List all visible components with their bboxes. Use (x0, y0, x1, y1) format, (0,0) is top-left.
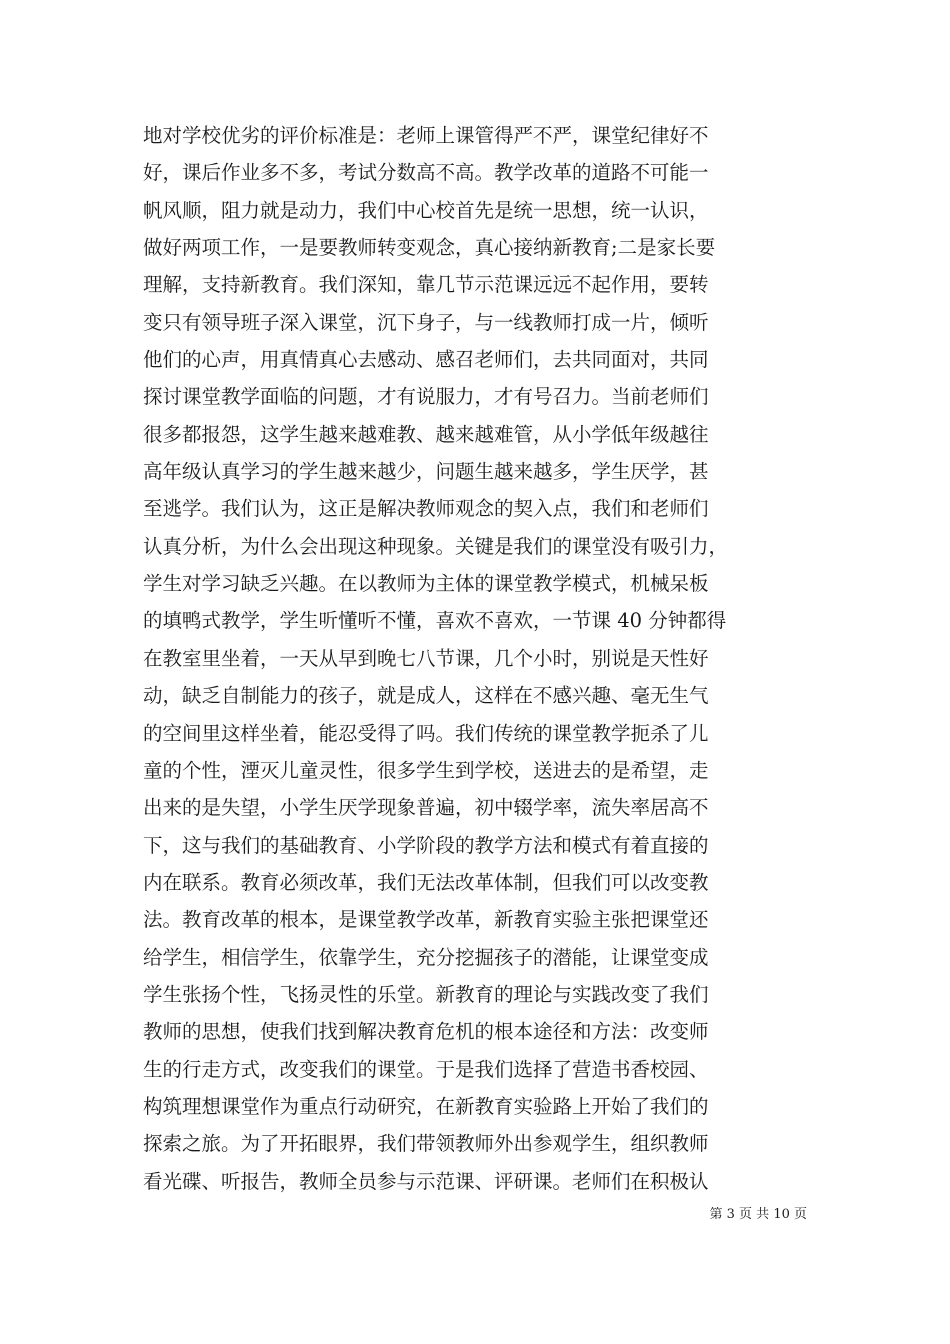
text-line: 内在联系。教育必须改革，我们无法改革体制，但我们可以改变教 (143, 870, 709, 894)
text-line: 地对学校优劣的评价标准是：老师上课管得严不严，课堂纪律好不 (143, 124, 709, 147)
text-line: 动，缺乏自制能力的孩子，就是成人，这样在不感兴趣、毫无生气 (143, 684, 709, 708)
text-line: 变只有领导班子深入课堂，沉下身子，与一线教师打成一片，倾听 (143, 310, 709, 334)
text-line: 理解，支持新教育。我们深知，靠几节示范课远远不起作用，要转 (143, 273, 709, 297)
text-line: 童的个性，湮灭儿童灵性，很多学生到学校，送进去的是希望，走 (143, 758, 709, 782)
text-line: 给学生，相信学生，依靠学生，充分挖掘孩子的潜能，让课堂变成 (143, 945, 709, 969)
text-line: 好，课后作业多不多，考试分数高不高。教学改革的道路不可能一 (143, 161, 709, 185)
text-line: 看光碟、听报告，教师全员参与示范课、评研课。老师们在积极认 (143, 1169, 709, 1193)
text-line: 探索之旅。为了开拓眼界，我们带领教师外出参观学生，组织教师 (143, 1132, 709, 1156)
text-line: 他们的心声，用真情真心去感动、感召老师们，去共同面对，共同 (143, 348, 709, 372)
page-footer: 第 3 页 共 10 页 (709, 1207, 807, 1222)
text-line: 生的行走方式，改变我们的课堂。于是我们选择了营造书香校园、 (143, 1057, 709, 1081)
text-line: 帆风顺，阻力就是动力，我们中心校首先是统一思想，统一认识， (143, 198, 709, 222)
text-line: 至逃学。我们认为，这正是解决教师观念的契入点，我们和老师们 (143, 497, 709, 521)
body-text (143, 117, 823, 1200)
text-line: 的填鸭式教学，学生听懂听不懂，喜欢不喜欢，一节课 40 分钟都得 (143, 609, 727, 633)
text-line: 在教室里坐着，一天从早到晚七八节课，几个小时，别说是天性好 (143, 646, 709, 670)
text-line: 构筑理想课堂作为重点行动研究，在新教育实验路上开始了我们的 (143, 1094, 709, 1118)
text-line: 做好两项工作，一是要教师转变观念，真心接纳新教育;二是家长要 (143, 236, 716, 260)
text-line: 法。教育改革的根本，是课堂教学改革，新教育实验主张把课堂还 (143, 908, 709, 932)
text-line: 下，这与我们的基础教育、小学阶段的教学方法和模式有着直接的 (143, 833, 709, 857)
text-line: 学生张扬个性，飞扬灵性的乐堂。新教育的理论与实践改变了我们 (143, 982, 709, 1006)
text-line: 教师的思想，使我们找到解决教育危机的根本途径和方法：改变师 (143, 1020, 709, 1044)
text-line: 的空间里这样坐着，能忍受得了吗。我们传统的课堂教学扼杀了儿 (143, 721, 709, 745)
text-line: 学生对学习缺乏兴趣。在以教师为主体的课堂教学模式，机械呆板 (143, 572, 709, 596)
text-line: 探讨课堂教学面临的问题，才有说服力，才有号召力。当前老师们 (143, 385, 709, 409)
text-line: 很多都报怨，这学生越来越难教、越来越难管，从小学低年级越往 (143, 422, 709, 446)
text-line: 认真分析，为什么会出现这种现象。关键是我们的课堂没有吸引力， (143, 534, 729, 558)
text-line: 出来的是失望，小学生厌学现象普遍，初中辍学率，流失率居高不 (143, 796, 709, 820)
text-line: 高年级认真学习的学生越来越少，问题生越来越多，学生厌学，甚 (143, 460, 709, 484)
